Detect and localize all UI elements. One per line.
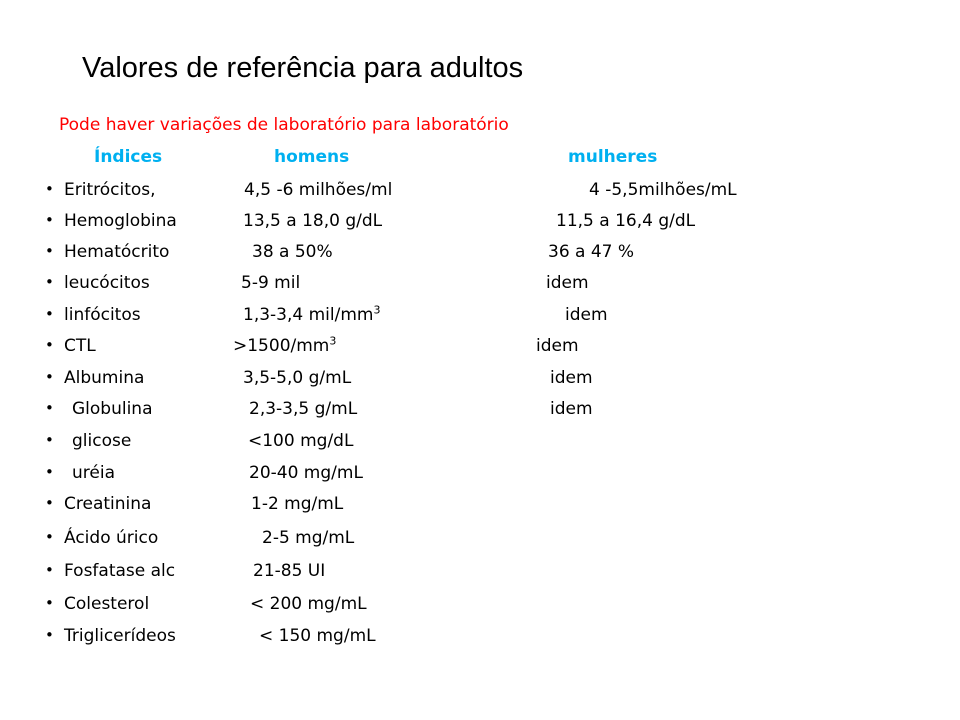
bullet: • <box>45 242 54 260</box>
list-item <box>0 242 960 266</box>
index-name: glicose <box>72 431 132 451</box>
index-name: linfócitos <box>64 305 141 325</box>
index-name: Ácido úrico <box>64 528 159 548</box>
index-name: Creatinina <box>64 494 152 514</box>
list-item <box>0 368 960 392</box>
index-name: Hemoglobina <box>64 211 177 231</box>
bullet: • <box>45 494 54 512</box>
men-value: 5-9 mil <box>241 273 301 293</box>
men-value: < 150 mg/mL <box>259 626 376 646</box>
men-value-text: >1500/mm <box>233 336 330 356</box>
bullet: • <box>45 180 54 198</box>
index-name: Eritrócitos, <box>64 180 156 200</box>
men-value: 1-2 mg/mL <box>251 494 344 514</box>
men-value-text: 1,3-3,4 mil/mm <box>243 305 374 325</box>
list-item <box>0 528 960 552</box>
list-item <box>0 273 960 297</box>
index-name: Colesterol <box>64 594 150 614</box>
list-item <box>0 594 960 618</box>
women-value: 4 -5,5milhões/mL <box>589 180 737 200</box>
list-item <box>0 431 960 455</box>
women-value: idem <box>550 399 593 419</box>
women-value: idem <box>565 305 608 325</box>
bullet: • <box>45 431 54 449</box>
list-item <box>0 336 960 360</box>
index-name: leucócitos <box>64 273 150 293</box>
men-value <box>233 336 336 356</box>
men-value: <100 mg/dL <box>248 431 354 451</box>
bullet: • <box>45 528 54 546</box>
index-name: Hematócrito <box>64 242 170 262</box>
list-item <box>0 211 960 235</box>
index-name: Triglicerídeos <box>64 626 176 646</box>
superscript: 3 <box>373 303 381 317</box>
list-item <box>0 180 960 204</box>
slide-subtitle: Pode haver variações de laboratório para laboratório <box>59 115 509 135</box>
superscript: 3 <box>329 334 337 348</box>
men-value: 4,5 -6 milhões/ml <box>244 180 393 200</box>
header-mulheres: mulheres <box>568 147 658 167</box>
list-item <box>0 561 960 585</box>
women-value: 36 a 47 % <box>548 242 635 262</box>
bullet: • <box>45 273 54 291</box>
men-value: 38 a 50% <box>252 242 333 262</box>
men-value: 2,3-3,5 g/mL <box>249 399 358 419</box>
bullet: • <box>45 561 54 579</box>
bullet: • <box>45 368 54 386</box>
men-value: 3,5-5,0 g/mL <box>243 368 352 388</box>
women-value: idem <box>550 368 593 388</box>
men-value <box>243 305 380 325</box>
women-value: idem <box>536 336 579 356</box>
men-value: 13,5 a 18,0 g/dL <box>243 211 383 231</box>
women-value: 11,5 a 16,4 g/dL <box>556 211 696 231</box>
slide-title: Valores de referência para adultos <box>82 52 524 84</box>
bullet: • <box>45 399 54 417</box>
index-name: CTL <box>64 336 96 356</box>
header-indices: Índices <box>94 147 163 167</box>
bullet: • <box>45 211 54 229</box>
men-value: 20-40 mg/mL <box>249 463 363 483</box>
index-name: Globulina <box>72 399 153 419</box>
index-name: uréia <box>72 463 115 483</box>
men-value: < 200 mg/mL <box>250 594 367 614</box>
women-value: idem <box>546 273 589 293</box>
list-item <box>0 494 960 518</box>
list-item <box>0 305 960 329</box>
bullet: • <box>45 594 54 612</box>
list-item <box>0 463 960 487</box>
header-homens: homens <box>274 147 350 167</box>
men-value: 2-5 mg/mL <box>262 528 355 548</box>
index-name: Fosfatase alc <box>64 561 176 581</box>
men-value: 21-85 UI <box>253 561 326 581</box>
index-name: Albumina <box>64 368 145 388</box>
bullet: • <box>45 336 54 354</box>
list-item <box>0 399 960 423</box>
list-item <box>0 626 960 650</box>
bullet: • <box>45 463 54 481</box>
bullet: • <box>45 626 54 644</box>
bullet: • <box>45 305 54 323</box>
